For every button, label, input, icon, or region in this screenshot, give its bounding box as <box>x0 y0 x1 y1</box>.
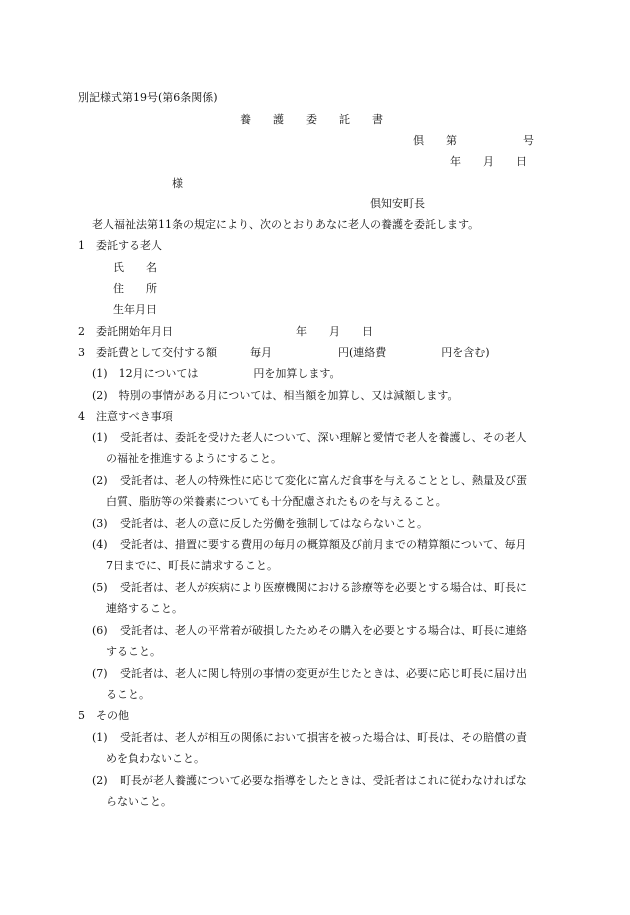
item-text-line1: 受託者は、措置に要する費用の毎月の概算額及び前月までの精算額について、毎月 <box>120 538 527 551</box>
item-number: (6) <box>92 624 108 637</box>
birthdate-label: 生年月日 <box>113 303 157 316</box>
monthly-amount: 毎月 円(連絡費 円を含む) <box>250 346 490 359</box>
item-number: (7) <box>92 667 108 680</box>
item-text-line1: 受託者は、委託を受けた老人について、深い理解と愛情で老人を養護し、その老人 <box>120 431 527 444</box>
item-number: (1) <box>92 431 108 444</box>
item-number: (4) <box>92 538 108 551</box>
item-number: (3) <box>92 517 108 530</box>
item-text-line2: 白質、脂肪等の栄養素についても十分配慮されたものを与えること。 <box>106 495 447 508</box>
section5-heading: 5 その他 <box>78 709 129 722</box>
section4-heading: 4 注意すべき事項 <box>78 410 173 423</box>
item-text-line1: 受託者は、老人の特殊性に応じて変化に富んだ食事を与えることとし、熱量及び蛋 <box>120 474 527 487</box>
item-text-line2: らないこと。 <box>106 795 172 808</box>
form-label: 別記様式第19号(第6条関係) <box>78 91 218 104</box>
section3-item-1: (1) 12月については 円を加算します。 <box>92 367 341 380</box>
item-text-line2: めを負わないこと。 <box>106 752 205 765</box>
item-text-line2: 7日までに、町長に請求すること。 <box>106 559 278 572</box>
start-date: 年 月 日 <box>296 325 373 338</box>
section3-heading: 3 委託費として交付する額 <box>78 346 217 359</box>
issuer-name: 倶知安町長 <box>370 197 425 210</box>
document-title: 養 護 委 託 書 <box>240 113 383 126</box>
item-text-line1: 受託者は、老人が疾病により医療機関における診療等を必要とする場合は、町長に <box>120 581 527 594</box>
section3-item-2: (2) 特別の事情がある月については、相当額を加算し、又は減額します。 <box>92 389 459 402</box>
item-text-line2: ること。 <box>106 688 150 701</box>
item-number: (1) <box>92 731 108 744</box>
item-number: (2) <box>92 474 108 487</box>
item-text-line2: の福祉を推進するようにすること。 <box>106 452 282 465</box>
item-text-line1: 受託者は、老人の平常着が破損したためその購入を必要とする場合は、町長に連絡 <box>120 624 527 637</box>
section2-heading: 2 委託開始年月日 <box>78 325 173 338</box>
section1-heading: 1 委託する老人 <box>78 239 162 252</box>
item-text-line2: すること。 <box>106 645 161 658</box>
item-text-line1: 受託者は、老人の意に反した労働を強制してはならないこと。 <box>120 517 428 530</box>
item-text-line2: 連絡すること。 <box>106 602 183 615</box>
item-number: (2) <box>92 774 108 787</box>
name-label: 氏 名 <box>113 261 157 274</box>
addressee-suffix: 様 <box>172 177 183 190</box>
item-text-line1: 受託者は、老人が相互の関係において損害を被った場合は、町長は、その賠償の責 <box>120 731 527 744</box>
address-label: 住 所 <box>113 282 157 295</box>
item-text-line1: 受託者は、老人に関し特別の事情の変更が生じたときは、必要に応じ町長に届け出 <box>120 667 527 680</box>
item-text-line1: 町長が老人養護について必要な指導をしたときは、受託者はこれに従わなければな <box>120 774 527 787</box>
issue-date: 年 月 日 <box>450 155 527 168</box>
reference-number: 倶 第 号 <box>413 134 534 147</box>
intro-paragraph: 老人福祉法第11条の規定により、次のとおりあなに老人の養護を委託します。 <box>92 218 480 231</box>
item-number: (5) <box>92 581 108 594</box>
